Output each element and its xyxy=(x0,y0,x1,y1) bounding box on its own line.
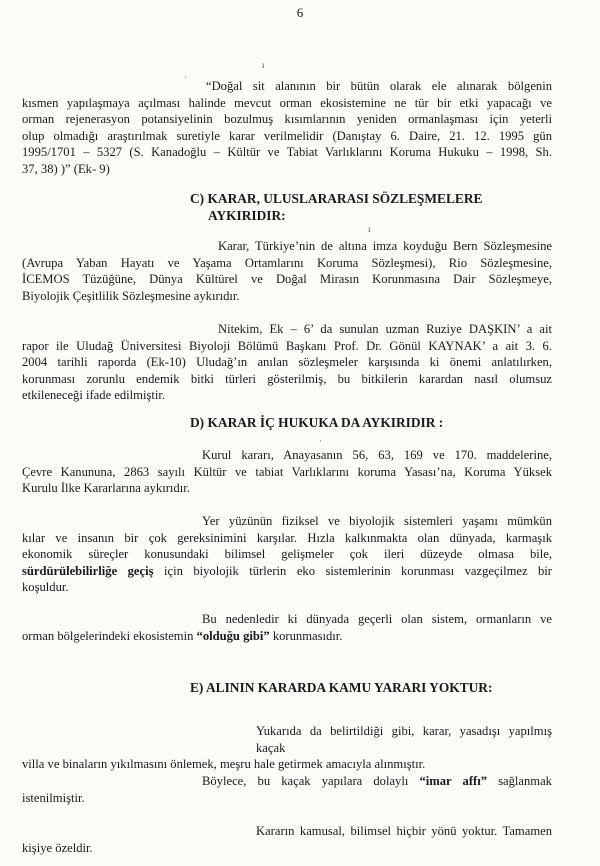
emphasis-text: “olduğu gibi” xyxy=(196,628,270,643)
text-line xyxy=(22,773,552,790)
page-number: 6 xyxy=(296,5,304,20)
text-fragment: sağlanmak xyxy=(487,774,552,788)
emphasis-text: sürdürülebilirliğe geçiş xyxy=(22,563,154,578)
text-line: Kurulu İlke Kararlarına aykırıdır. xyxy=(22,481,190,496)
text-line: kılar ve insanın bir çok gereksinimini karşılar. Hızla kalkınmakta olan dünyada, karmaşık xyxy=(22,530,552,545)
section-d-paragraph-3 xyxy=(22,611,552,644)
text-line: Yukarıda da belirtildiği gibi, karar, yasadışı yapılmış kaçak xyxy=(256,724,552,755)
text-fragment: orman bölgelerindeki ekosistemin xyxy=(22,628,197,643)
emphasis-text: “imar affı” xyxy=(419,774,488,788)
section-e-paragraph-1 xyxy=(22,723,552,773)
text-line: rapor ile Uludağ Üniversitesi Biyoloji Bölümü Başkanı Prof. Dr. Gönül KAYNAK’ a ait 3. 6. xyxy=(22,338,552,353)
text-line: etkileneceği ifade edilmiştir. xyxy=(22,388,166,403)
text-line: Çevre Kanununa, 2863 sayılı Kültür ve tabiat Varlıklarını koruma Yasası’na, Koruma Yüksek xyxy=(22,464,552,479)
section-c-paragraph-2 xyxy=(22,321,552,404)
section-e-paragraph-2 xyxy=(22,773,552,806)
text-line: villa ve binaların yıkılmasını önlemek, meşru hale getirmek amacıyla alınmıştır. xyxy=(22,757,426,772)
section-d-paragraph-2 xyxy=(22,513,552,596)
section-d-heading: D) KARAR İÇ HUKUKA DA AYKIRIDIR : xyxy=(190,415,444,430)
text-line: 37, 38) )” (Ek- 9) xyxy=(22,161,110,176)
text-line: kısmen yapılaşmaya açılması halinde mevcut orman ekosistemine ne tür bir etki yapacağı ve xyxy=(22,95,552,110)
text-line: koşuldur. xyxy=(22,580,69,595)
text-line: Kurul kararı, Anayasanın 56, 63, 169 ve 170. maddelerine, xyxy=(202,448,552,462)
text-line: (Avrupa Yaban Hayatı ve Yaşama Ortamlarını Koruma Sözleşmesi), Rio Sözleşmesine, xyxy=(22,255,552,270)
section-e-paragraph-3 xyxy=(22,823,552,856)
text-line: Kararın kamusal, bilimsel hiçbir yönü yoktur. Tamamen xyxy=(256,824,552,838)
text-line: “Doğal sit alanının bir bütün olarak ele alınarak bölgenin xyxy=(206,79,552,93)
text-line: 2004 tarihli raporda (Ek-10) Uludağ’ın anılan sözleşmeler karşısında ki önemi anlatılırken, xyxy=(22,355,552,370)
text-line: Nitekim, Ek – 6’ da sunulan uzman Ruziye DAŞKIN’ a ait xyxy=(218,322,552,336)
section-c-heading: C) KARAR, ULUSLARARASI SÖZLEŞMELERE xyxy=(190,191,483,206)
text-line: İCEMOS Tüzüğüne, Dünya Kültürel ve Doğal Mirasın Korunmasına Dair Sözleşmeye, xyxy=(22,272,552,287)
text-line: Bu nedenledir ki dünyada geçerli olan sistem, ormanların ve xyxy=(202,612,552,626)
text-line: Biyolojik Çeşitlilik Sözleşmesine aykırıdır. xyxy=(22,288,240,303)
text-line: korunması zorunlu endemik bitki türleri gösterilmiş, bu bitkilerin karardan nasıl olumsuz xyxy=(22,371,552,386)
text-line xyxy=(22,628,552,645)
text-line: istenilmiştir. xyxy=(22,790,85,805)
text-line: Yer yüzünün fiziksel ve biyolojik sistemleri yaşamı mümkün xyxy=(202,514,552,528)
text-fragment: için biyolojik türlerin eko sistemlerinin korunması vazgeçilmez bir xyxy=(153,563,553,578)
text-line: ekonomik süreçler konusundaki bilimsel gelişmeler çok ileri düzeyde olmasa bile, xyxy=(22,547,552,562)
scan-mark: · xyxy=(319,436,322,446)
text-fragment: korunmasıdır. xyxy=(269,628,343,643)
quote-paragraph xyxy=(22,78,552,178)
text-line: orman rejenerasyon potansiyelinin bozulmuş kısımlarının yeniden ormanlaşması için yeterli xyxy=(22,112,552,127)
section-e-heading: E) ALININ KARARDA KAMU YARARI YOKTUR: xyxy=(190,680,493,695)
text-line xyxy=(22,563,552,580)
section-c-heading-cont: AYKIRIDIR: xyxy=(208,208,286,223)
text-line: 1995/1701 – 5327 (S. Kanadoğlu – Kültür ve Tabiat Varlıklarını Koruma Hukuku – 1998, Sh. xyxy=(22,145,552,160)
scan-mark: ı xyxy=(262,60,265,70)
scan-mark: ı xyxy=(368,224,371,234)
text-fragment: Böylece, bu kaçak yapılara dolaylı xyxy=(202,774,420,788)
section-c-paragraph-1 xyxy=(22,238,552,304)
section-d-paragraph-1 xyxy=(22,447,552,497)
text-line: Karar, Türkiye’nin de altına imza koyduğu Bern Sözleşmesine xyxy=(218,239,552,253)
text-line: kişiye özeldir. xyxy=(22,840,93,855)
text-line: olup olmadığı araştırılmak suretiyle karar verilmelidir (Danıştay 6. Daire, 21. 12. 1995 gün xyxy=(22,128,552,143)
scan-mark: ˊ xyxy=(184,75,187,85)
